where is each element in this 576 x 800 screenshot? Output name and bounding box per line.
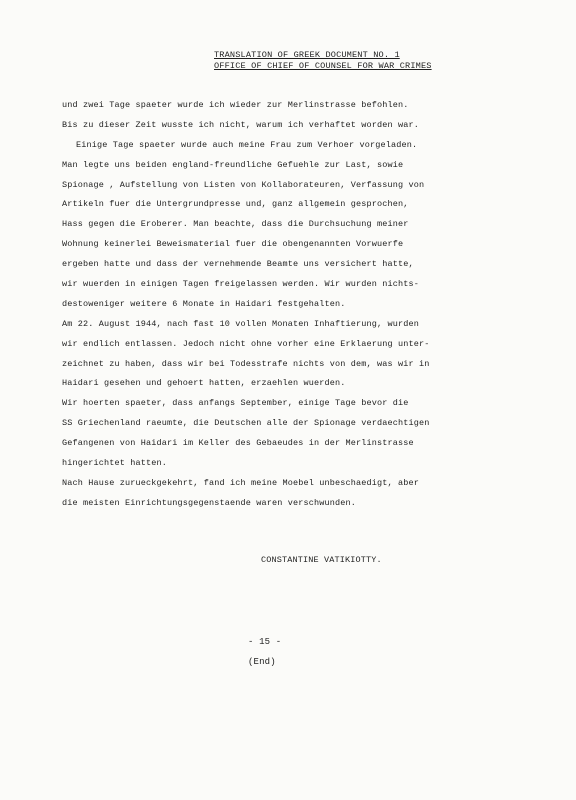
body-line: Artikeln fuer die Untergrundpresse und, ganz allgemein gesprochen, <box>62 199 409 210</box>
body-line: Einige Tage spaeter wurde auch meine Frau zum Verhoer vorgeladen. <box>76 139 418 150</box>
body-line: Haidari gesehen und gehoert hatten, erzaehlen wuerden. <box>62 378 346 389</box>
body-line: Hass gegen die Eroberer. Man beachte, dass die Durchsuchung meiner <box>62 219 409 230</box>
body-line: Wir hoerten spaeter, dass anfangs September, einige Tage bevor die <box>62 398 409 409</box>
body-line: Am 22. August 1944, nach fast 10 vollen Monaten Inhaftierung, wurden <box>62 318 420 329</box>
document-header <box>214 50 432 72</box>
header-title: TRANSLATION OF GREEK DOCUMENT NO. 1 <box>214 50 400 60</box>
body-line: wir wuerden in einigen Tagen freigelassen werden. Wir wurden nichts- <box>62 279 420 290</box>
document-body <box>62 100 522 518</box>
body-line: Bis zu dieser Zeit wusste ich nicht, warum ich verhaftet worden war. <box>62 119 420 130</box>
signature: CONSTANTINE VATIKIOTTY. <box>261 555 382 565</box>
header-office: OFFICE OF CHIEF OF COUNSEL FOR WAR CRIMES <box>214 61 432 71</box>
body-line: destoweniger weitere 6 Monate in Haidari festgehalten. <box>62 298 346 309</box>
body-line: Man legte uns beiden england-freundliche Gefuehle zur Last, sowie <box>62 159 404 170</box>
body-line: Wohnung keinerlei Beweismaterial fuer die obengenannten Vorwuerfe <box>62 239 404 250</box>
page-number: - 15 - <box>248 637 282 647</box>
end-mark: (End) <box>248 657 276 667</box>
body-line: Spionage , Aufstellung von Listen von Kollaborateuren, Verfassung von <box>62 179 425 190</box>
body-line: wir endlich entlassen. Jedoch nicht ohne vorher eine Erklaerung unter- <box>62 338 430 349</box>
body-line: und zwei Tage spaeter wurde ich wieder zur Merlinstrasse befohlen. <box>62 100 409 110</box>
body-line: SS Griechenland raeumte, die Deutschen alle der Spionage verdaechtigen <box>62 418 430 429</box>
body-line: Nach Hause zurueckgekehrt, fand ich meine Moebel unbeschaedigt, aber <box>62 477 420 488</box>
body-line: Gefangenen von Haidari im Keller des Gebaeudes in der Merlinstrasse <box>62 438 414 449</box>
body-line: zeichnet zu haben, dass wir bei Todesstrafe nichts von dem, was wir in <box>62 358 430 369</box>
body-line: hingerichtet hatten. <box>62 458 168 469</box>
body-line: ergeben hatte und dass der vernehmende Beamte uns versichert hatte, <box>62 259 414 270</box>
body-line: die meisten Einrichtungsgegenstaende waren verschwunden. <box>62 497 357 508</box>
